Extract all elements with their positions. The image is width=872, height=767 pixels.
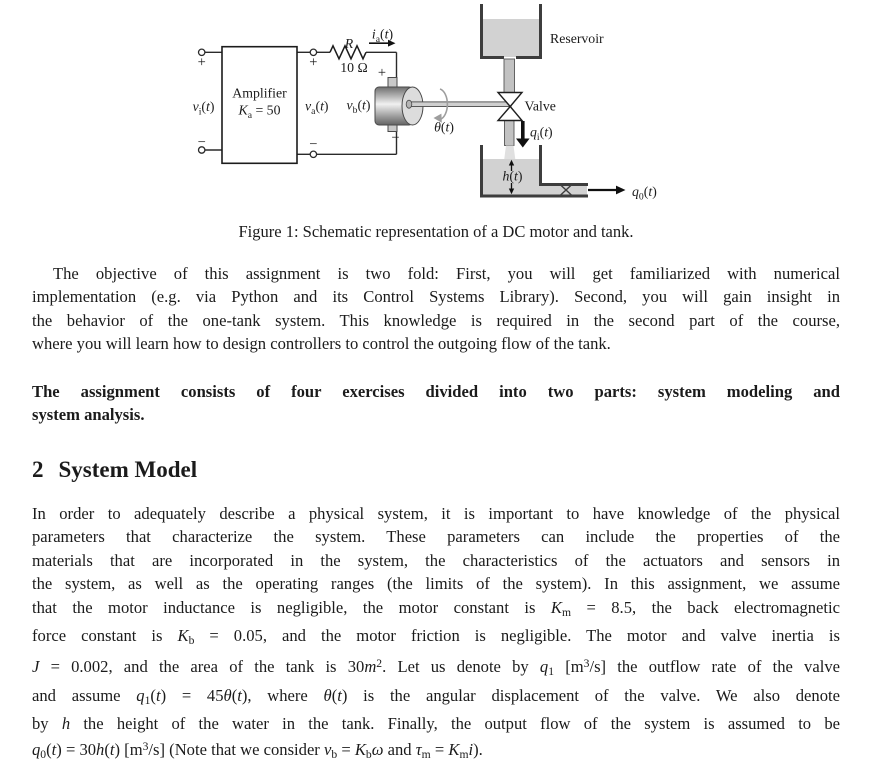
qi-label: $q_i(t)$ [530,124,553,143]
vb-label: $v_b(t)$ [346,97,371,116]
paragraph-assignment-bold [32,380,840,427]
outflow-arrow [588,186,626,195]
text-line: J = 0.002, and the area of the tank is $30m^2$. Let us denote by $q_1$ $[m^3/s]$ the outflow rate of the valve [32,657,840,679]
plus-out-sign: + [309,54,318,71]
h-label: h(t) [502,168,523,184]
minus-out-sign: − [309,136,318,153]
text-line: The assignment consists of four exercises divided into two parts: system modeling and [32,382,840,401]
text-line: and assume $q_1(t) = 45\theta(t)$, where θ(t) is the angular displacement of the valve. We also denote [32,685,840,707]
q0-label: $q_0(t)$ [632,184,657,203]
paragraph-system-model [32,502,840,767]
motor-plus-sign: + [377,65,387,81]
inflow-arrow [516,121,530,148]
section-number: 2 [32,457,44,482]
theta-label: θ(t) [434,119,454,135]
lower-pipe [505,121,515,146]
text-line: $q_0(t) = 30h(t)$ $[m^3/s]$ (Note that we consider $v_b = K_b\omega$ and $\tau_m = K_mi$). [32,740,483,762]
paragraph-objective [32,262,840,356]
dc-motor-tank-diagram [185,0,675,215]
ohm-label: 10 Ω [340,60,368,75]
text-line: force constant is $K_b = 0.05$, and the motor friction is negligible. The motor and valve inertia is [32,625,840,647]
supply-pipe [504,59,515,93]
vi-label: $v_i(t)$ [192,99,215,118]
water-stream [504,146,516,162]
figure-1-schematic [185,0,675,215]
text-line: In order to adequately describe a physical system, it is important to have knowledge of the physical [32,504,840,523]
text-line: parameters that characterize the system. These parameters can include the properties of the [32,527,840,547]
text-line: The objective of this assignment is two fold: First, you will get familiarized with numerical [53,264,840,283]
motor-minus-sign: − [391,130,400,146]
minus-in-sign: − [197,134,206,151]
text-line: materials that are incorporated in the system, the characteristics of the actuators and sensors in [32,550,840,570]
text-line: the system, as well as the operating ranges (the limits of the system). In this assignment, we assume [32,574,840,594]
motor-shaft [408,102,511,107]
figure-caption: Figure 1: Schematic representation of a DC motor and tank. [238,222,634,241]
text-line: implementation (e.g. via Python and its Control Systems Library). Second, you will gain insight in [32,287,840,307]
amplifier-label: Amplifier [232,85,287,101]
va-label: $v_a(t)$ [305,98,329,117]
text-line: that the motor inductance is negligible, the motor constant is $K_m = 8.5$, the back electromagnetic [32,597,841,619]
text-line: system analysis. [32,405,145,425]
reservoir-label: Reservoir [550,31,604,46]
water-tank [480,145,588,198]
section-title: System Model [58,457,198,482]
valve-label: Valve [524,98,556,114]
ka-label: $K_a = 50$ [238,102,281,121]
text-line: where you will learn how to design controllers to control the outgoing flow of the tank. [32,334,611,354]
text-line: by h the height of the water in the tank. Finally, the output flow of the system is assumed to be [32,714,840,734]
text-line: the behavior of the one-tank system. This knowledge is required in the second part of the course, [32,310,840,330]
section-heading [32,455,197,485]
ia-label: $i_a(t)$ [371,26,394,45]
r-label: R [344,36,354,51]
plus-in-sign: + [197,54,206,71]
reservoir-tank [480,4,542,59]
